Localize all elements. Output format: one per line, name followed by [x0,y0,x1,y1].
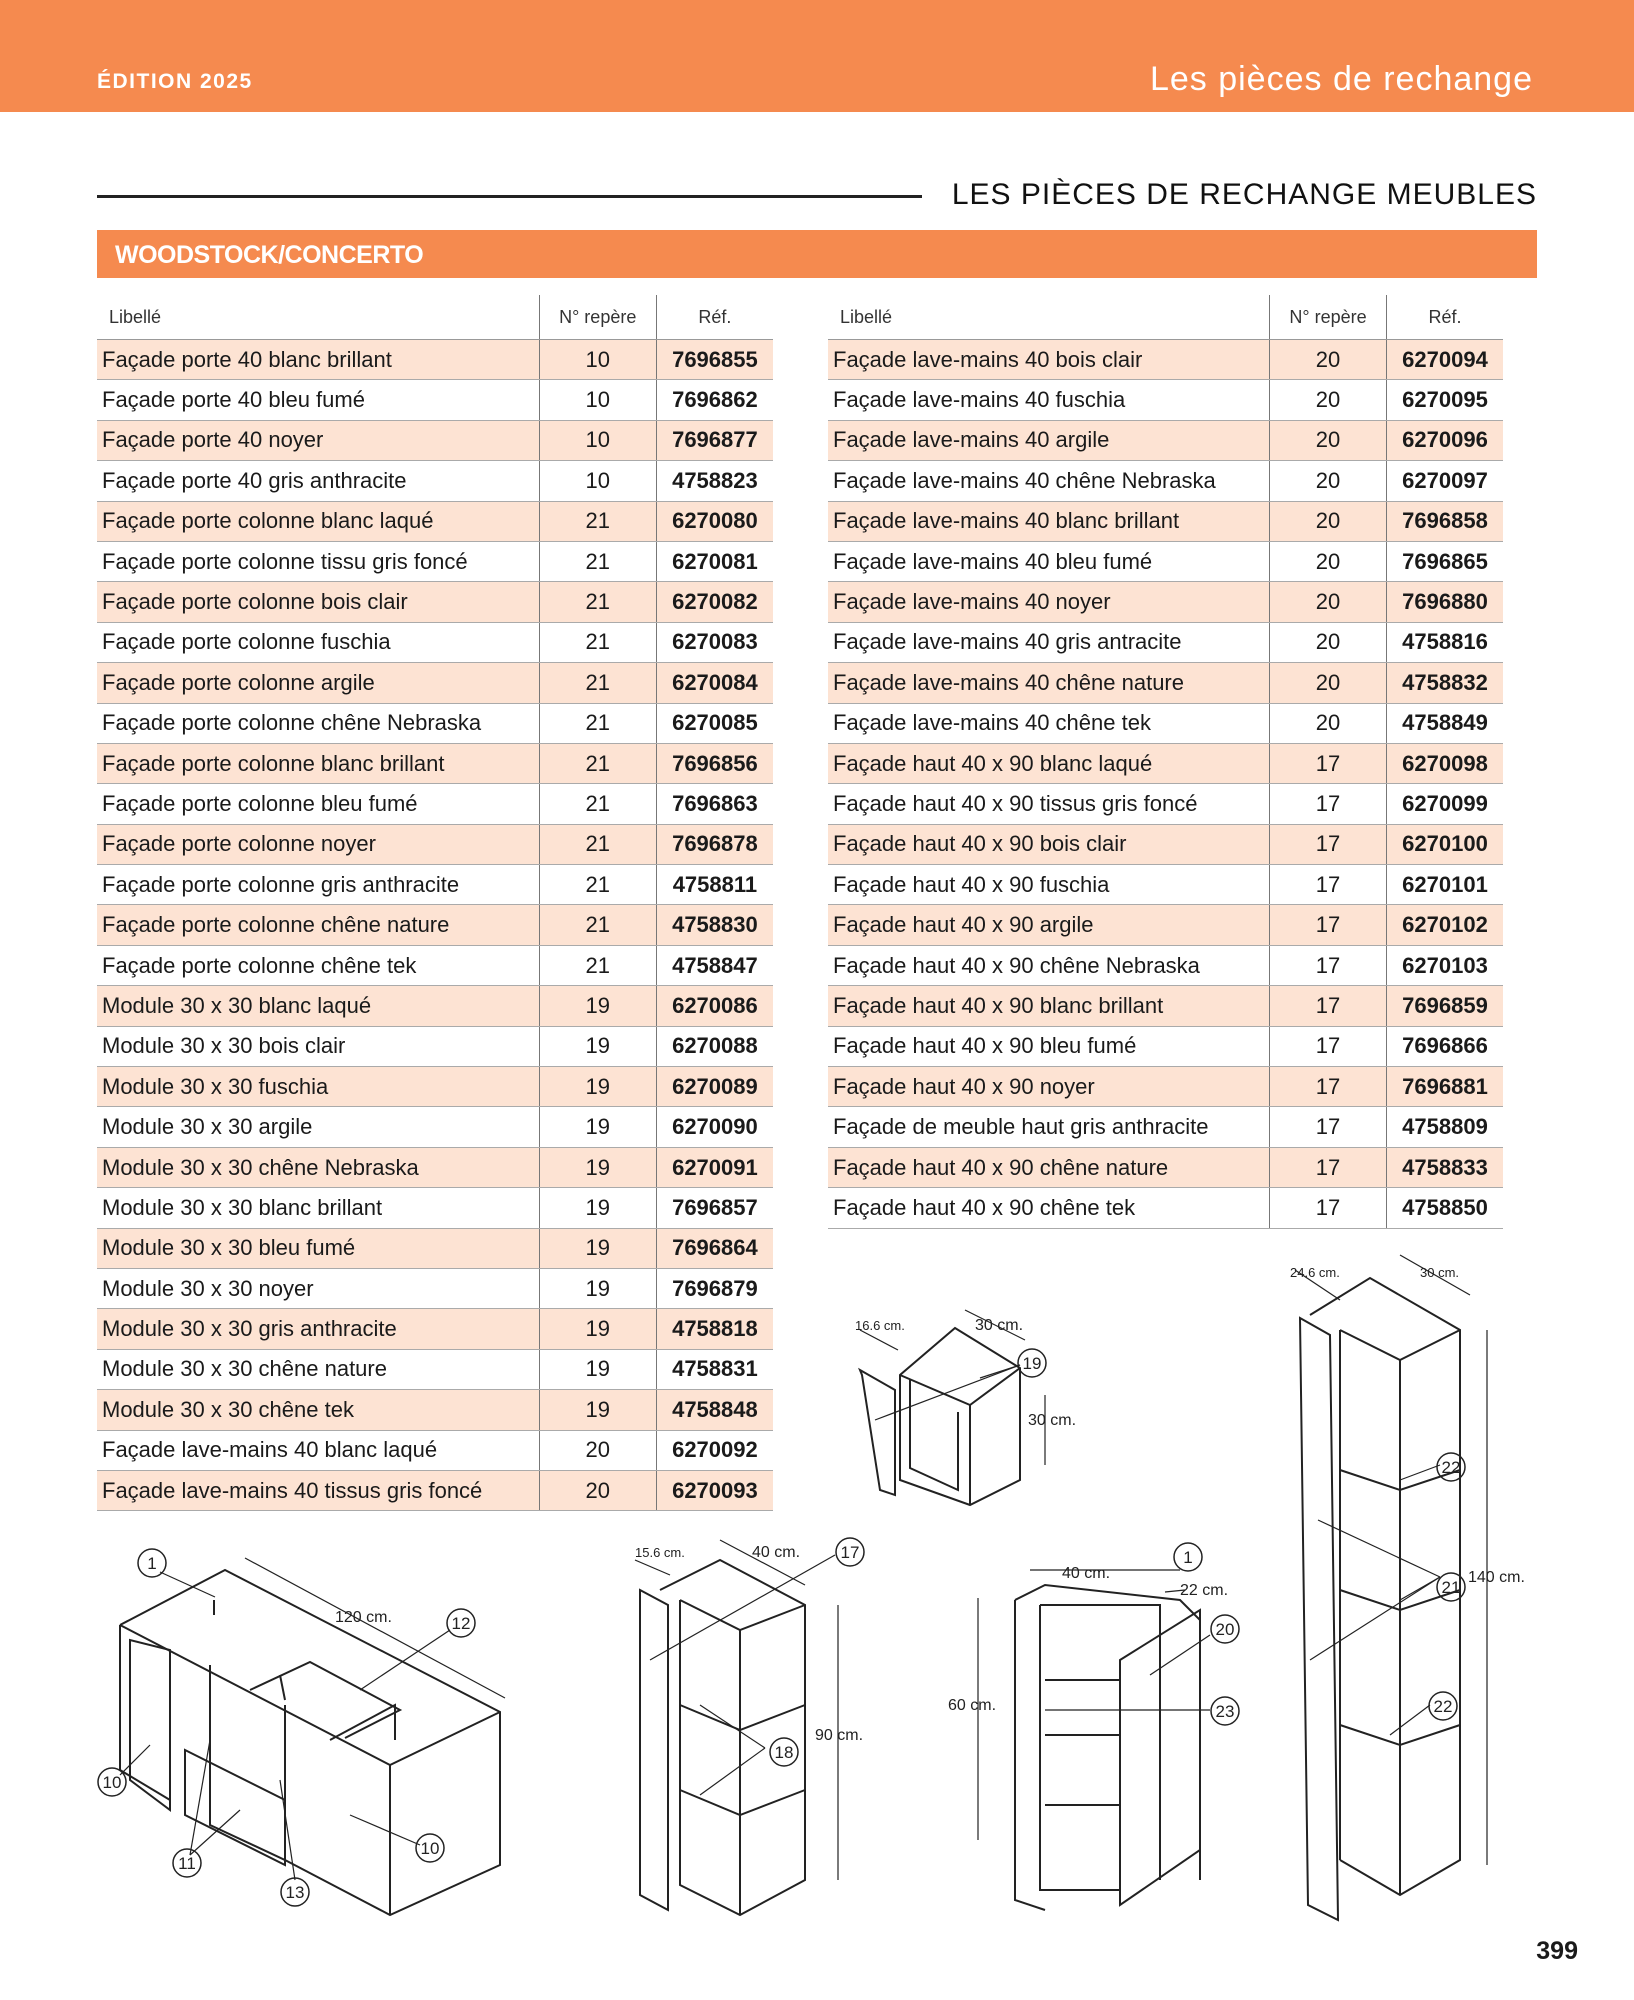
cube-depth-label: 16.6 cm. [855,1318,905,1333]
part-label: Façade porte colonne chêne Nebraska [97,703,539,743]
column-height-label: 140 cm. [1468,1569,1525,1586]
part-label: Façade lave-mains 40 bois clair [828,340,1270,380]
part-label: Module 30 x 30 chêne nature [97,1349,539,1389]
part-reference: 7696865 [1387,541,1504,581]
part-repere: 19 [539,1147,656,1187]
vanity-width-label: 120 cm. [335,1609,392,1626]
cube-height-label: 30 cm. [1028,1412,1077,1429]
hand-basin-callout: 23 [1215,1702,1235,1721]
col-header-repere: N° repère [539,295,656,340]
part-repere: 21 [539,945,656,985]
part-reference: 6270083 [656,622,773,662]
part-reference: 4758830 [656,905,773,945]
hand-basin-depth-label: 22 cm. [1180,1582,1229,1599]
part-reference: 4758818 [656,1309,773,1349]
part-reference: 4758848 [656,1390,773,1430]
part-reference: 4758850 [1387,1188,1504,1228]
part-reference: 7696862 [656,380,773,420]
part-label: Façade porte colonne bois clair [97,582,539,622]
column-callout: 21 [1441,1578,1461,1597]
part-reference: 7696855 [656,340,773,380]
part-repere: 17 [1270,1188,1387,1228]
col-header-libelle: Libellé [97,295,539,340]
part-label: Façade lave-mains 40 blanc laqué [97,1430,539,1470]
part-label: Module 30 x 30 chêne Nebraska [97,1147,539,1187]
part-repere: 20 [1270,622,1387,662]
part-repere: 10 [539,420,656,460]
part-reference: 6270086 [656,986,773,1026]
page-number: 399 [1536,1937,1578,1965]
part-reference: 6270093 [656,1470,773,1510]
hand-basin-callout: 1 [1183,1548,1193,1567]
part-repere: 17 [1270,1026,1387,1066]
part-label: Façade lave-mains 40 chêne Nebraska [828,461,1270,501]
part-reference: 6270094 [1387,340,1504,380]
part-repere: 10 [539,340,656,380]
part-repere: 21 [539,582,656,622]
column-callout: 22 [1433,1697,1453,1716]
vanity-callout: 12 [451,1614,471,1633]
part-label: Façade porte colonne chêne nature [97,905,539,945]
part-label: Module 30 x 30 chêne tek [97,1390,539,1430]
part-repere: 20 [1270,340,1387,380]
part-repere: 19 [539,1107,656,1147]
part-label: Module 30 x 30 argile [97,1107,539,1147]
part-reference: 6270103 [1387,945,1504,985]
part-repere: 17 [1270,1067,1387,1107]
part-reference: 7696863 [656,784,773,824]
part-label: Façade haut 40 x 90 noyer [828,1067,1270,1107]
part-reference: 6270098 [1387,743,1504,783]
part-reference: 7696858 [1387,501,1504,541]
column-width-label: 30 cm. [1420,1265,1460,1280]
vanity-callout: 10 [420,1839,440,1858]
part-label: Façade haut 40 x 90 blanc laqué [828,743,1270,783]
part-reference: 7696879 [656,1268,773,1308]
part-repere: 21 [539,501,656,541]
part-label: Façade lave-mains 40 fuschia [828,380,1270,420]
part-label: Module 30 x 30 blanc brillant [97,1188,539,1228]
vanity-callout: 10 [102,1773,122,1792]
part-repere: 19 [539,1026,656,1066]
part-repere: 10 [539,380,656,420]
part-reference: 6270082 [656,582,773,622]
part-label: Façade porte 40 bleu fumé [97,380,539,420]
part-label: Module 30 x 30 noyer [97,1268,539,1308]
part-reference: 7696857 [656,1188,773,1228]
hand-basin-width-label: 40 cm. [1062,1565,1111,1582]
wall-unit-depth-label: 15.6 cm. [635,1545,685,1560]
part-reference: 6270088 [656,1026,773,1066]
part-reference: 6270081 [656,541,773,581]
part-label: Façade porte 40 gris anthracite [97,461,539,501]
vanity-callout: 11 [178,1854,196,1873]
part-reference: 7696856 [656,743,773,783]
part-label: Module 30 x 30 bois clair [97,1026,539,1066]
part-reference: 4758809 [1387,1107,1504,1147]
cube-callout: 19 [1022,1354,1042,1373]
part-repere: 17 [1270,865,1387,905]
part-reference: 7696878 [656,824,773,864]
part-label: Façade haut 40 x 90 tissus gris foncé [828,784,1270,824]
part-repere: 19 [539,1309,656,1349]
part-repere: 21 [539,703,656,743]
part-label: Façade lave-mains 40 chêne nature [828,663,1270,703]
part-repere: 21 [539,905,656,945]
wall-unit-drawing [635,1540,838,1915]
part-label: Façade porte 40 noyer [97,420,539,460]
part-reference: 4758816 [1387,622,1504,662]
part-repere: 20 [1270,582,1387,622]
edition-label: ÉDITION 2025 [97,70,253,93]
part-reference: 4758847 [656,945,773,985]
part-repere: 17 [1270,1107,1387,1147]
col-header-ref: Réf. [656,295,773,340]
part-label: Façade haut 40 x 90 chêne tek [828,1188,1270,1228]
part-label: Façade lave-mains 40 gris antracite [828,622,1270,662]
part-repere: 17 [1270,784,1387,824]
part-reference: 6270096 [1387,420,1504,460]
part-repere: 21 [539,622,656,662]
part-reference: 4758811 [656,865,773,905]
wall-unit-callout: 17 [840,1543,860,1562]
part-repere: 21 [539,784,656,824]
col-header-ref: Réf. [1387,295,1504,340]
part-label: Façade porte colonne blanc laqué [97,501,539,541]
part-reference: 7696866 [1387,1026,1504,1066]
part-reference: 7696880 [1387,582,1504,622]
part-repere: 17 [1270,986,1387,1026]
part-reference: 6270102 [1387,905,1504,945]
part-repere: 20 [1270,663,1387,703]
part-repere: 19 [539,1228,656,1268]
part-label: Façade lave-mains 40 chêne tek [828,703,1270,743]
part-label: Façade porte colonne gris anthracite [97,865,539,905]
part-label: Module 30 x 30 blanc laqué [97,986,539,1026]
hand-basin-drawing [978,1570,1210,1910]
part-repere: 17 [1270,743,1387,783]
part-label: Façade haut 40 x 90 blanc brillant [828,986,1270,1026]
part-repere: 10 [539,461,656,501]
part-repere: 19 [539,1349,656,1389]
part-repere: 20 [1270,501,1387,541]
page-heading: LES PIÈCES DE RECHANGE MEUBLES [951,178,1537,211]
part-repere: 20 [1270,461,1387,501]
part-label: Façade haut 40 x 90 fuschia [828,865,1270,905]
part-reference: 4758849 [1387,703,1504,743]
part-repere: 19 [539,1390,656,1430]
part-label: Façade lave-mains 40 noyer [828,582,1270,622]
column-callout: 22 [1441,1458,1461,1477]
part-repere: 21 [539,824,656,864]
part-label: Façade haut 40 x 90 argile [828,905,1270,945]
part-reference: 6270089 [656,1067,773,1107]
part-repere: 17 [1270,905,1387,945]
part-label: Façade lave-mains 40 tissus gris foncé [97,1470,539,1510]
part-reference: 6270084 [656,663,773,703]
part-reference: 6270095 [1387,380,1504,420]
part-repere: 21 [539,743,656,783]
part-label: Façade lave-mains 40 blanc brillant [828,501,1270,541]
wall-unit-callout: 18 [774,1743,794,1762]
part-label: Façade haut 40 x 90 bleu fumé [828,1026,1270,1066]
part-repere: 19 [539,986,656,1026]
part-label: Façade porte colonne noyer [97,824,539,864]
part-label: Façade de meuble haut gris anthracite [828,1107,1270,1147]
part-label: Façade lave-mains 40 argile [828,420,1270,460]
part-repere: 17 [1270,1147,1387,1187]
part-repere: 19 [539,1188,656,1228]
part-repere: 21 [539,865,656,905]
part-reference: 6270101 [1387,865,1504,905]
part-reference: 7696877 [656,420,773,460]
part-reference: 4758831 [656,1349,773,1389]
part-label: Module 30 x 30 bleu fumé [97,1228,539,1268]
part-repere: 20 [1270,420,1387,460]
part-reference: 7696864 [656,1228,773,1268]
part-reference: 6270100 [1387,824,1504,864]
part-reference: 6270080 [656,501,773,541]
part-label: Module 30 x 30 fuschia [97,1067,539,1107]
part-reference: 4758823 [656,461,773,501]
part-label: Façade haut 40 x 90 bois clair [828,824,1270,864]
part-repere: 17 [1270,945,1387,985]
section-title: Les pièces de rechange [1149,60,1533,98]
hand-basin-height-label: 60 cm. [948,1697,997,1714]
part-repere: 20 [539,1430,656,1470]
part-label: Façade lave-mains 40 bleu fumé [828,541,1270,581]
part-label: Façade porte colonne chêne tek [97,945,539,985]
cube-width-label: 30 cm. [975,1317,1024,1334]
part-repere: 21 [539,541,656,581]
part-label: Façade porte colonne argile [97,663,539,703]
part-reference: 6270091 [656,1147,773,1187]
wall-unit-height-label: 90 cm. [815,1727,864,1744]
part-reference: 7696881 [1387,1067,1504,1107]
part-reference: 7696859 [1387,986,1504,1026]
part-repere: 20 [1270,541,1387,581]
part-repere: 19 [539,1268,656,1308]
part-label: Façade haut 40 x 90 chêne Nebraska [828,945,1270,985]
col-header-repere: N° repère [1270,295,1387,340]
part-label: Façade porte colonne tissu gris foncé [97,541,539,581]
part-label: Façade porte colonne fuschia [97,622,539,662]
part-label: Façade haut 40 x 90 chêne nature [828,1147,1270,1187]
wall-unit-width-label: 40 cm. [752,1544,801,1561]
collection-name: WOODSTOCK/CONCERTO [115,241,424,269]
part-label: Module 30 x 30 gris anthracite [97,1309,539,1349]
part-reference: 4758833 [1387,1147,1504,1187]
part-label: Façade porte colonne blanc brillant [97,743,539,783]
part-reference: 4758832 [1387,663,1504,703]
hand-basin-callout: 20 [1215,1620,1235,1639]
part-repere: 17 [1270,824,1387,864]
part-repere: 19 [539,1067,656,1107]
part-reference: 6270099 [1387,784,1504,824]
part-reference: 6270085 [656,703,773,743]
part-reference: 6270092 [656,1430,773,1470]
part-repere: 20 [539,1470,656,1510]
cube-drawing [860,1310,1045,1505]
part-repere: 20 [1270,380,1387,420]
vanity-callout: 13 [285,1883,305,1902]
part-repere: 20 [1270,703,1387,743]
part-label: Façade porte colonne bleu fumé [97,784,539,824]
column-depth-label: 24.6 cm. [1290,1265,1340,1280]
vanity-callout: 1 [147,1554,157,1573]
part-reference: 6270097 [1387,461,1504,501]
part-reference: 6270090 [656,1107,773,1147]
col-header-libelle: Libellé [828,295,1270,340]
part-label: Façade porte 40 blanc brillant [97,340,539,380]
part-repere: 21 [539,663,656,703]
